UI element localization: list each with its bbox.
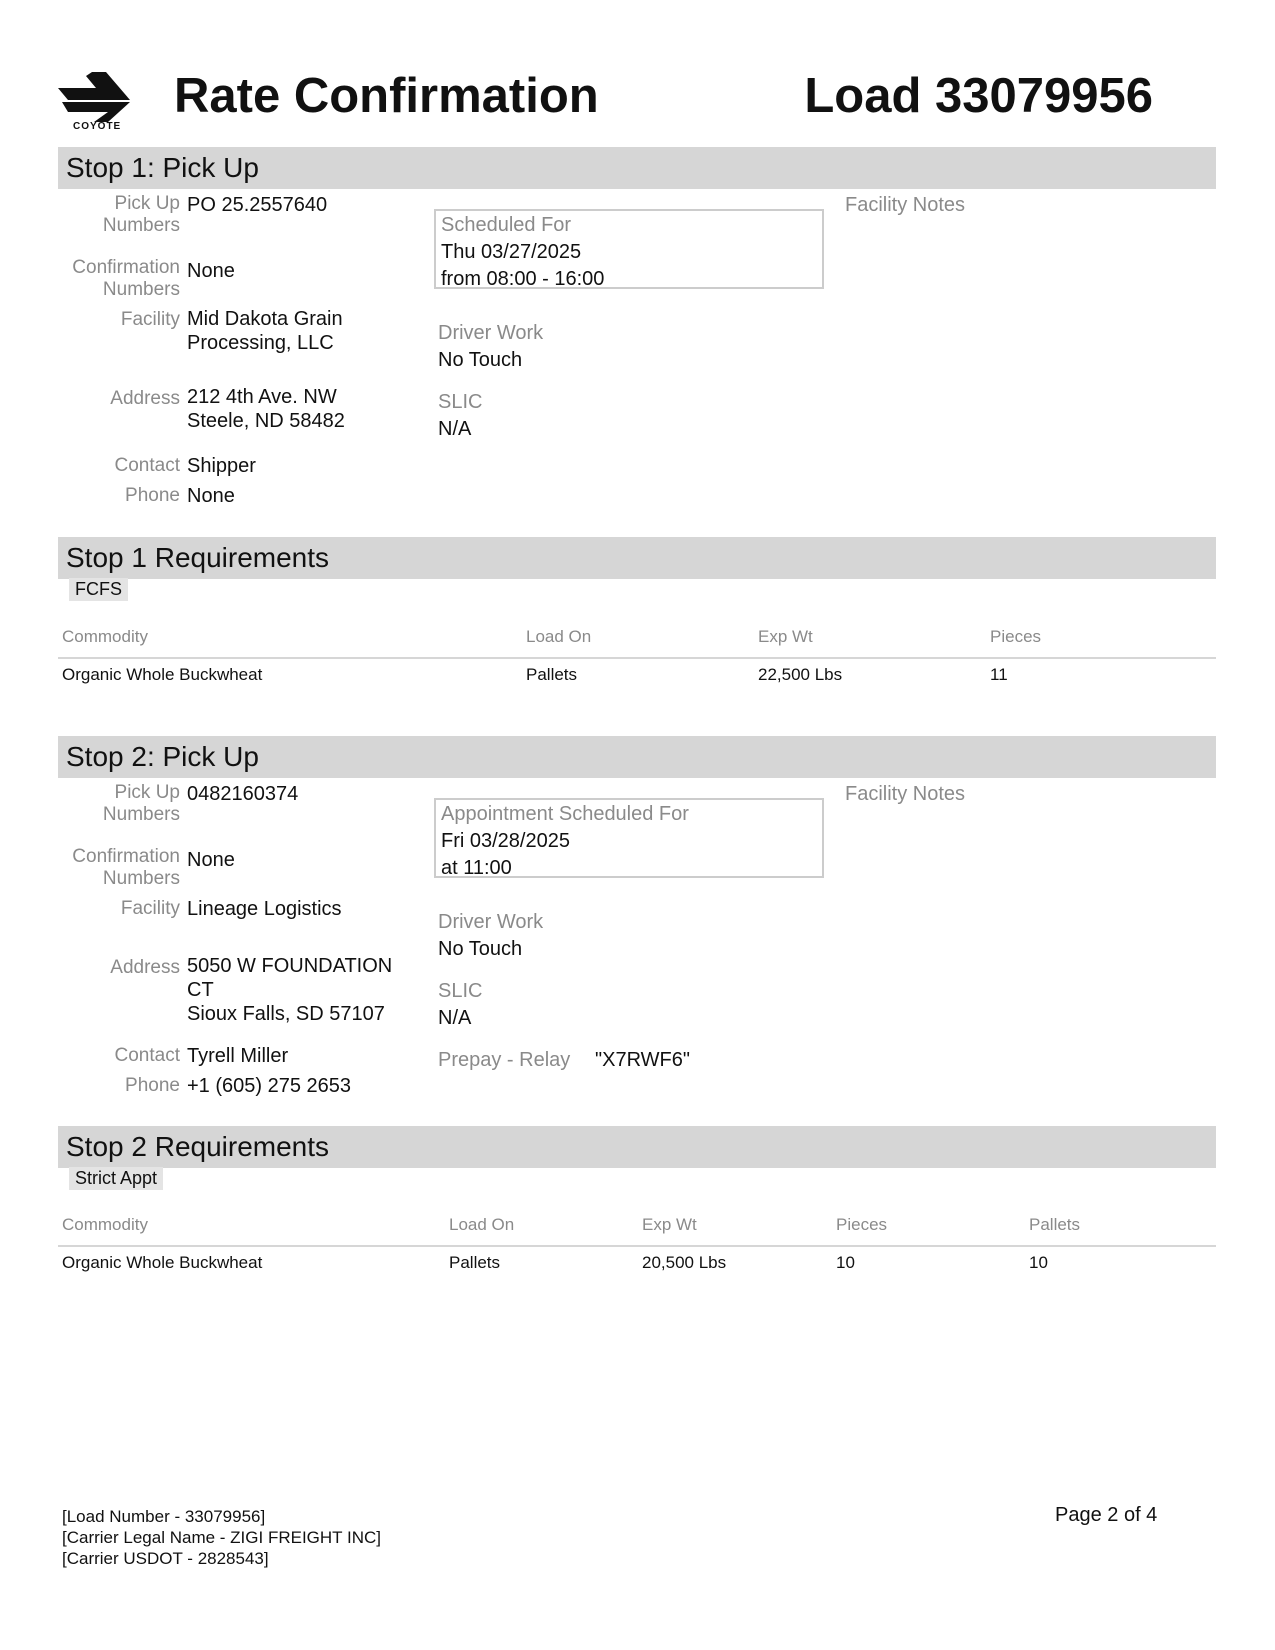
footer-carrier-usdot: [Carrier USDOT - 2828543] <box>62 1549 269 1568</box>
stop1-col-exp-wt: Exp Wt <box>758 627 813 646</box>
stop2-pickup-label: Pick Up Numbers <box>102 782 180 825</box>
stop1-col-load-on: Load On <box>526 627 592 646</box>
stop2-schedule-heading: Appointment Scheduled For <box>441 803 689 825</box>
stop2-table-divider <box>58 1245 1216 1247</box>
stop2-phone-label: Phone <box>125 1075 180 1096</box>
stop2-driver-work: No Touch <box>438 938 523 960</box>
stop2-col-pallets: Pallets <box>1029 1215 1081 1234</box>
stop1-row-exp-wt: 22,500 Lbs <box>758 665 843 684</box>
stop2-requirement-tag: Strict Appt <box>69 1167 163 1190</box>
stop2-schedule-time: at 11:00 <box>441 857 512 879</box>
stop1-header: Stop 1: Pick Up <box>58 147 1216 189</box>
footer-load-number: [Load Number - 33079956] <box>62 1507 266 1526</box>
stop2-row-exp-wt: 20,500 Lbs <box>642 1253 727 1272</box>
stop2-address: 5050 W FOUNDATION CT Sioux Falls, SD 57107 <box>187 955 393 1025</box>
stop1-schedule-heading: Scheduled For <box>441 214 572 236</box>
stop1-phone-label: Phone <box>125 485 180 506</box>
stop1-confirmation-label: Confirmation Numbers <box>72 257 180 300</box>
stop2-slic: N/A <box>438 1007 472 1029</box>
stop2-row-load-on: Pallets <box>449 1253 501 1272</box>
stop1-slic: N/A <box>438 418 472 440</box>
stop2-contact: Tyrell Miller <box>187 1045 289 1067</box>
stop1-table-divider <box>58 657 1216 659</box>
stop1-schedule-box <box>434 209 824 289</box>
stop1-pickup-label: Pick Up Numbers <box>102 193 180 236</box>
stop1-slic-label: SLIC <box>438 391 483 413</box>
stop2-contact-label: Contact <box>114 1045 180 1066</box>
footer-carrier-name: [Carrier Legal Name - ZIGI FREIGHT INC] <box>62 1528 381 1547</box>
stop1-col-commodity: Commodity <box>62 627 148 646</box>
stop1-facility-label: Facility <box>120 309 180 330</box>
stop2-col-load-on: Load On <box>449 1215 515 1234</box>
stop2-slic-label: SLIC <box>438 980 483 1002</box>
stop1-contact-label: Contact <box>114 455 180 476</box>
stop2-facility: Lineage Logistics <box>187 898 342 920</box>
stop2-address-label: Address <box>110 957 180 978</box>
stop1-address-label: Address <box>110 388 180 409</box>
stop2-header: Stop 2: Pick Up <box>58 736 1216 778</box>
stop1-contact: Shipper <box>187 455 256 477</box>
stop2-phone: +1 (605) 275 2653 <box>187 1075 352 1097</box>
stop1-col-pieces: Pieces <box>990 627 1042 646</box>
stop2-schedule-box <box>434 798 824 878</box>
stop2-col-pieces: Pieces <box>836 1215 888 1234</box>
stop1-facility: Mid Dakota Grain Processing, LLC <box>187 308 343 354</box>
document-title: Rate Confirmation <box>174 69 599 123</box>
stop1-requirement-tag: FCFS <box>69 578 128 601</box>
stop1-driver-work-label: Driver Work <box>438 322 544 344</box>
stop1-driver-work: No Touch <box>438 349 523 371</box>
stop1-address: 212 4th Ave. NW Steele, ND 58482 <box>187 386 345 432</box>
stop2-schedule-date: Fri 03/28/2025 <box>441 830 570 852</box>
stop1-row-load-on: Pallets <box>526 665 578 684</box>
stop2-prepay-label: Prepay - Relay <box>438 1049 571 1071</box>
stop2-col-commodity: Commodity <box>62 1215 148 1234</box>
stop1-schedule-date: Thu 03/27/2025 <box>441 241 582 263</box>
stop1-facility-notes-label: Facility Notes <box>845 194 966 216</box>
stop2-col-exp-wt: Exp Wt <box>642 1215 697 1234</box>
stop2-prepay-value: "X7RWF6" <box>595 1049 690 1071</box>
stop1-requirements-header: Stop 1 Requirements <box>58 537 1216 579</box>
stop2-row-commodity: Organic Whole Buckwheat <box>62 1253 263 1272</box>
logo-wordmark: COYOTE <box>73 121 122 132</box>
page-number: Page 2 of 4 <box>1055 1504 1158 1526</box>
stop2-pickup-numbers: 0482160374 <box>187 783 299 805</box>
stop2-confirmation-numbers: None <box>187 849 235 871</box>
stop1-row-commodity: Organic Whole Buckwheat <box>62 665 263 684</box>
stop2-row-pieces: 10 <box>836 1253 855 1272</box>
stop1-phone: None <box>187 485 235 507</box>
stop2-confirmation-label: Confirmation Numbers <box>72 846 180 889</box>
stop2-facility-label: Facility <box>120 898 180 919</box>
stop1-row-pieces: 11 <box>990 665 1008 684</box>
stop2-requirements-header: Stop 2 Requirements <box>58 1126 1216 1168</box>
stop2-row-pallets: 10 <box>1029 1253 1048 1272</box>
stop1-confirmation-numbers: None <box>187 260 235 282</box>
stop2-driver-work-label: Driver Work <box>438 911 544 933</box>
load-number-title: Load 33079956 <box>804 69 1153 123</box>
stop1-schedule-time: from 08:00 - 16:00 <box>441 268 605 290</box>
stop2-facility-notes-label: Facility Notes <box>845 783 966 805</box>
stop1-pickup-numbers: PO 25.2557640 <box>187 194 328 216</box>
